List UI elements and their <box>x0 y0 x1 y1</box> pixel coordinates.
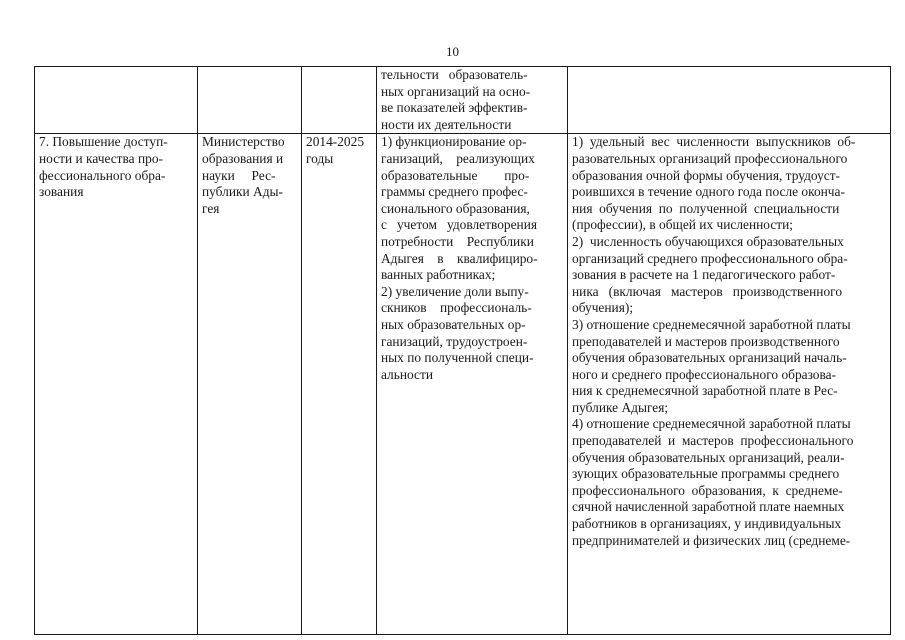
text-line: 7. Повышение доступ- <box>39 134 168 150</box>
text-line: Адыгея в квалифициро- <box>381 250 538 266</box>
text-line: роившихся в течение одного года после оконча- <box>572 184 845 200</box>
text-line: зования <box>39 184 84 200</box>
text-line: разовательных организаций профессионального <box>572 150 848 166</box>
cell-indicators-empty <box>568 67 891 134</box>
text-line: 3) отношение среднемесячной заработной платы <box>572 316 851 332</box>
cell-measure-empty <box>35 67 198 134</box>
text-line: (профессии), в общей их численности; <box>572 217 794 233</box>
text-line: 1) функционирование ор- <box>381 134 527 150</box>
text-line: преподавателей и мастеров производственного <box>572 333 840 349</box>
text-line: 1) удельный вес численности выпускников об- <box>572 134 856 150</box>
text-line: предпринимателей и физических лиц (среднеме- <box>572 532 851 548</box>
table-row-continued <box>35 67 891 134</box>
text-line: ного и среднего профессионального образова- <box>572 366 837 382</box>
text-line: зования в расчете на 1 педагогического работ- <box>572 267 836 283</box>
cell-executor-empty <box>198 67 302 134</box>
cell-period-empty <box>302 67 377 134</box>
text-line: ванных работниках; <box>381 267 496 283</box>
text-line: 2014-2025 <box>306 134 365 150</box>
text-line: годы <box>306 150 334 166</box>
text-line: организаций среднего профессионального обра- <box>572 250 848 266</box>
cell-measure <box>35 134 198 635</box>
text-line: ных образовательных ор- <box>381 316 526 332</box>
cell-results-continued <box>377 67 568 134</box>
text-line: сионального образования, <box>381 200 530 216</box>
cell-period <box>302 134 377 635</box>
text-line: публике Адыгея; <box>572 399 669 415</box>
executor-text <box>202 134 297 217</box>
text-line: ния к среднемесячной заработной плате в Рес- <box>572 383 838 399</box>
program-table <box>34 66 891 635</box>
page-number: 10 <box>446 44 459 59</box>
results-continued-text <box>381 67 563 133</box>
results-text <box>381 134 563 383</box>
text-line: фессионального обра- <box>39 167 166 183</box>
text-line: ганизаций, трудоустроен- <box>381 333 528 349</box>
text-line: скников профессиональ- <box>381 300 532 316</box>
text-line: граммы среднего профес- <box>381 184 528 200</box>
text-line: образования очной формы обучения, трудоуст- <box>572 167 841 183</box>
text-line: 2) численность обучающихся образовательных <box>572 233 844 249</box>
text-line: 2) увеличение доли выпу- <box>381 283 529 299</box>
cell-indicators <box>568 134 891 635</box>
indicators-text <box>572 134 886 549</box>
text-line: обучения образовательных организаций началь- <box>572 350 847 366</box>
text-line: образовательные про- <box>381 167 530 183</box>
text-line: сячной начисленной заработной плате наемных <box>572 499 845 515</box>
text-line: с учетом удовлетворения <box>381 217 538 233</box>
text-line: гея <box>202 200 220 216</box>
text-line: зующих образовательные программы среднего <box>572 466 840 482</box>
period-text <box>306 134 372 167</box>
cell-results <box>377 134 568 635</box>
text-line: образования и <box>202 150 284 166</box>
text-line: альности <box>381 366 434 382</box>
text-line: потребности Республики <box>381 233 534 249</box>
text-line: ганизаций, реализующих <box>381 150 535 166</box>
text-line: профессионального образования, к среднеме- <box>572 482 843 498</box>
text-line: тельности образователь- <box>381 67 528 82</box>
text-line: публики Ады- <box>202 184 283 200</box>
cell-executor <box>198 134 302 635</box>
text-line: Министерство <box>202 134 285 150</box>
text-line: ности и качества про- <box>39 150 163 166</box>
text-line: ных по полученной специ- <box>381 350 534 366</box>
text-line: ния обучения по полученной специальности <box>572 200 840 216</box>
table-row-7 <box>35 134 891 635</box>
text-line: ве показателей эффектив- <box>381 100 528 116</box>
text-line: ника (включая мастеров производственного <box>572 283 843 299</box>
text-line: обучения образовательных организаций, реали- <box>572 449 845 465</box>
text-line: науки Рес- <box>202 167 276 183</box>
text-line: ных организаций на осно- <box>381 83 531 99</box>
measure-text <box>39 134 193 200</box>
text-line: обучения); <box>572 300 634 316</box>
text-line: преподавателей и мастеров профессионального <box>572 433 854 449</box>
text-line: 4) отношение среднемесячной заработной платы <box>572 416 851 432</box>
text-line: работников в организациях, у индивидуальных <box>572 516 842 532</box>
text-line: ности их деятельности <box>381 116 512 132</box>
